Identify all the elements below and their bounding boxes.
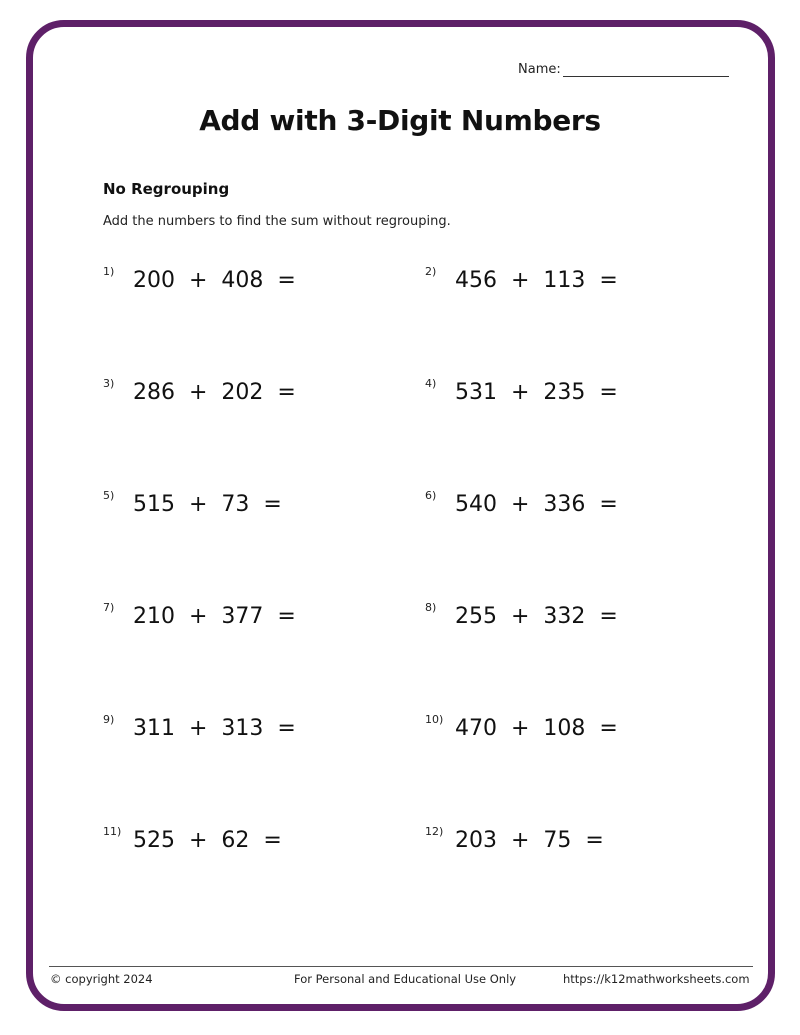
problem-number: 11) <box>103 825 122 838</box>
problem-item <box>103 601 296 629</box>
footer-divider <box>49 966 753 967</box>
problem-expression: 470 + 108 = <box>455 716 618 741</box>
problem-number: 4) <box>425 377 437 390</box>
name-blank-line[interactable] <box>563 63 729 77</box>
problem-item <box>425 377 618 405</box>
problem-expression: 540 + 336 = <box>455 492 618 517</box>
problem-number: 10) <box>425 713 444 726</box>
problem-item <box>425 601 618 629</box>
problem-item <box>103 265 296 293</box>
problem-expression: 255 + 332 = <box>455 604 618 629</box>
problem-item <box>425 825 604 853</box>
problem-number: 8) <box>425 601 437 614</box>
footer-copyright: © copyright 2024 <box>50 972 153 986</box>
footer-usage: For Personal and Educational Use Only <box>294 972 517 986</box>
footer-url-link[interactable]: https://k12mathworksheets.com <box>563 972 750 986</box>
problem-number: 9) <box>103 713 115 726</box>
problem-expression: 525 + 62 = <box>133 828 282 853</box>
problem-number: 1) <box>103 265 115 278</box>
problem-item <box>103 377 296 405</box>
problem-number: 3) <box>103 377 115 390</box>
name-field <box>518 62 729 77</box>
instructions: Add the numbers to find the sum without regrouping. <box>103 214 451 229</box>
problem-expression: 286 + 202 = <box>133 380 296 405</box>
name-label: Name: <box>518 62 561 77</box>
problem-number: 2) <box>425 265 437 278</box>
problem-item <box>425 713 618 741</box>
problem-expression: 311 + 313 = <box>133 716 296 741</box>
problem-number: 5) <box>103 489 115 502</box>
page-title: Add with 3-Digit Numbers <box>199 104 601 137</box>
problem-item <box>103 713 296 741</box>
problem-expression: 210 + 377 = <box>133 604 296 629</box>
problem-item <box>425 265 618 293</box>
problem-item <box>103 489 282 517</box>
problem-expression: 456 + 113 = <box>455 268 618 293</box>
problem-expression: 515 + 73 = <box>133 492 282 517</box>
problem-number: 7) <box>103 601 115 614</box>
section-subtitle: No Regrouping <box>103 180 230 198</box>
problem-number: 12) <box>425 825 444 838</box>
problem-expression: 531 + 235 = <box>455 380 618 405</box>
problem-expression: 203 + 75 = <box>455 828 604 853</box>
problem-item <box>103 825 282 853</box>
problem-number: 6) <box>425 489 437 502</box>
problem-expression: 200 + 408 = <box>133 268 296 293</box>
problem-item <box>425 489 618 517</box>
